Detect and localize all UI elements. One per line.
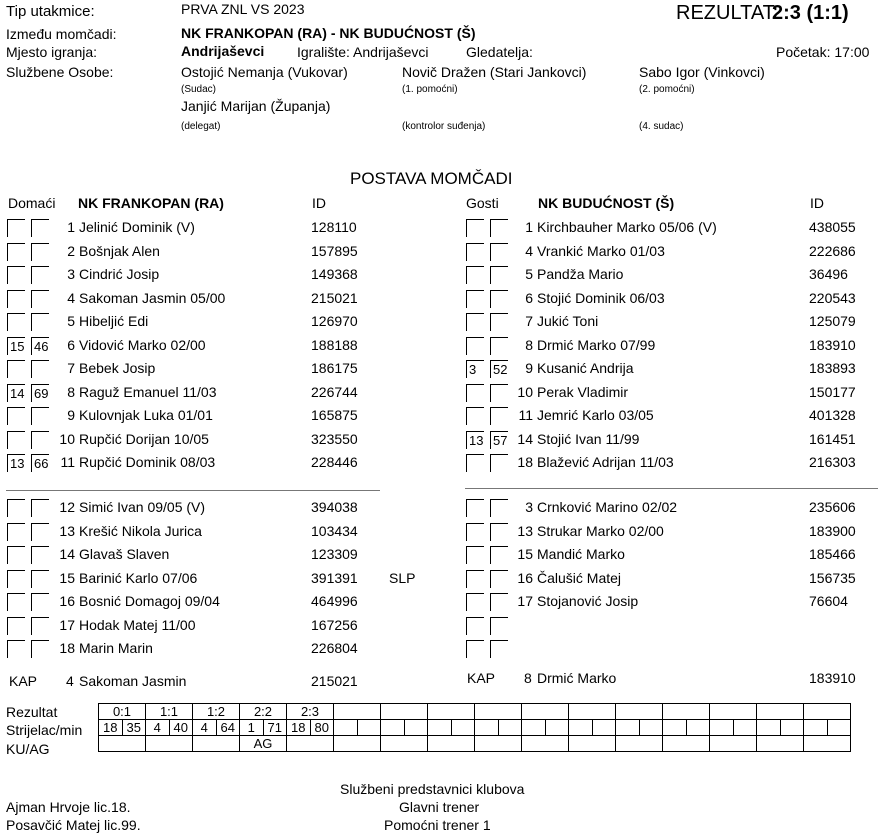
- player-id: 183900: [809, 523, 856, 539]
- player-number: 9: [525, 360, 533, 376]
- sub-in-cell: [7, 407, 25, 425]
- match-type-value: PRVA ZNL VS 2023: [181, 1, 305, 17]
- result-label: REZULTAT:: [676, 2, 779, 24]
- sub-in-cell: [7, 617, 25, 635]
- player-name: Hodak Matej 11/00: [79, 617, 196, 633]
- player-number: 17: [517, 593, 533, 609]
- result-cell: [757, 704, 804, 720]
- sub-in-cell: [466, 243, 484, 261]
- sub-in-cell: [7, 570, 25, 588]
- player-number: 3: [67, 266, 75, 282]
- sub-in-cell: [7, 593, 25, 611]
- official-role: (kontrolor suđenja): [402, 121, 486, 132]
- player-name: Drmić Marko 07/99: [537, 337, 656, 353]
- ku-ag-cell: [146, 736, 193, 752]
- start-time: Početak: 17:00: [776, 44, 870, 60]
- player-note: SLP: [389, 570, 416, 586]
- scorer-minute-cell: [780, 720, 804, 736]
- ku-ag-cell: [522, 736, 569, 752]
- player-id: 149368: [311, 266, 358, 282]
- sub-in-cell: 3: [466, 360, 484, 378]
- sub-minute-cell: [31, 360, 49, 378]
- player-id: 226804: [311, 640, 358, 656]
- player-id: 391391: [311, 570, 358, 586]
- home-rep: Posavčić Matej lic.99.: [6, 817, 141, 833]
- sub-minute-cell: [31, 313, 49, 331]
- scorer-number-cell: [522, 720, 546, 736]
- ku-ag-cell: AG: [240, 736, 287, 752]
- sub-in-cell: [466, 384, 484, 402]
- player-name: Jukić Toni: [537, 313, 599, 329]
- official-role: (4. sudac): [639, 121, 684, 132]
- sub-in-cell: [466, 313, 484, 331]
- result-cell: [334, 704, 381, 720]
- official-name: Janjić Marijan (Županja): [181, 98, 331, 114]
- player-number: 11: [518, 407, 533, 423]
- away-id-header: ID: [810, 195, 824, 211]
- player-id: 188188: [311, 337, 358, 353]
- away-captain-label: KAP: [467, 670, 496, 686]
- result-cell: [710, 704, 757, 720]
- sub-minute-cell: [490, 617, 508, 635]
- result-cell: [663, 704, 710, 720]
- scorer-number-cell: [334, 720, 358, 736]
- ku-ag-cell: [428, 736, 475, 752]
- result-cell: 1:1: [146, 704, 193, 720]
- player-name: Jemrić Karlo 03/05: [537, 407, 654, 423]
- scorer-number-cell: 4: [193, 720, 217, 736]
- player-number: 6: [67, 337, 75, 353]
- ku-ag-cell: [616, 736, 663, 752]
- player-id: 123309: [311, 546, 358, 562]
- ku-ag-cell: [381, 736, 428, 752]
- scorer-minute-cell: [827, 720, 851, 736]
- player-number: 3: [525, 499, 533, 515]
- player-number: 5: [525, 266, 533, 282]
- sub-in-cell: [466, 337, 484, 355]
- player-id: 36496: [809, 266, 848, 282]
- ku-ag-cell: [287, 736, 334, 752]
- player-id: 401328: [809, 407, 856, 423]
- player-number: 1: [525, 219, 533, 235]
- scorer-minute-cell: [451, 720, 475, 736]
- player-id: 185466: [809, 546, 856, 562]
- player-number: 11: [60, 454, 75, 470]
- scorer-minute-cell: 40: [169, 720, 193, 736]
- sub-in-cell: [7, 499, 25, 517]
- lineup-title: POSTAVA MOMČADI: [350, 169, 513, 188]
- result-cell: 2:3: [287, 704, 334, 720]
- sub-minute-cell: [31, 431, 49, 449]
- player-name: Mandić Marko: [537, 546, 625, 562]
- player-name: Vrankić Marko 01/03: [537, 243, 665, 259]
- player-name: Krešić Nikola Jurica: [79, 523, 202, 539]
- sub-minute-cell: [31, 243, 49, 261]
- result-cell: [616, 704, 663, 720]
- away-captain-name: Drmić Marko: [537, 670, 617, 686]
- player-id: 464996: [311, 593, 358, 609]
- scorer-minute-cell: 35: [122, 720, 146, 736]
- sub-in-cell: [466, 454, 484, 472]
- match-type-label: Tip utakmice:: [6, 3, 95, 20]
- sub-in-cell: [466, 617, 484, 635]
- scorer-minute-cell: [733, 720, 757, 736]
- sub-minute-cell: [490, 640, 508, 658]
- result-value: 2:3 (1:1): [772, 2, 849, 24]
- rep-role: Glavni trener: [399, 799, 480, 815]
- player-id: 186175: [311, 360, 358, 376]
- sub-in-cell: [7, 640, 25, 658]
- player-number: 2: [67, 243, 75, 259]
- player-name: Perak Vladimir: [537, 384, 629, 400]
- player-id: 438055: [809, 219, 856, 235]
- scorer-number-cell: 4: [146, 720, 170, 736]
- scorer-number-cell: [569, 720, 593, 736]
- official-role: (delegat): [181, 121, 221, 132]
- sub-in-cell: [7, 290, 25, 308]
- scorer-number-cell: [475, 720, 499, 736]
- result-cell: [428, 704, 475, 720]
- player-id: 156735: [809, 570, 856, 586]
- player-name: Jelinić Dominik (V): [79, 219, 195, 235]
- player-name: Kirchbauher Marko 05/06 (V): [537, 219, 717, 235]
- player-id: 157895: [311, 243, 358, 259]
- scorer-minute-cell: 80: [310, 720, 334, 736]
- score-row-label: Strijelac/min: [6, 722, 83, 738]
- player-name: Bosnić Domagoj 09/04: [79, 593, 220, 609]
- player-number: 4: [67, 290, 75, 306]
- sub-in-cell: 13: [7, 454, 25, 472]
- player-number: 8: [525, 337, 533, 353]
- official-name: Sabo Igor (Vinkovci): [639, 64, 765, 80]
- home-side-label: Domaći: [8, 195, 56, 211]
- player-number: 13: [517, 523, 533, 539]
- player-name: Strukar Marko 02/00: [537, 523, 664, 539]
- ku-ag-cell: [334, 736, 381, 752]
- player-number: 10: [59, 431, 75, 447]
- score-table: [98, 703, 851, 752]
- sub-minute-cell: [31, 640, 49, 658]
- player-number: 5: [67, 313, 75, 329]
- player-id: 226744: [311, 384, 358, 400]
- player-number: 14: [59, 546, 75, 562]
- player-number: 9: [67, 407, 75, 423]
- player-id: 126970: [311, 313, 358, 329]
- result-cell: [804, 704, 851, 720]
- sub-in-cell: [466, 407, 484, 425]
- player-number: 13: [59, 523, 75, 539]
- player-id: 323550: [311, 431, 358, 447]
- player-name: Sakoman Jasmin 05/00: [79, 290, 226, 306]
- sub-minute-cell: [31, 523, 49, 541]
- player-number: 12: [59, 499, 75, 515]
- player-name: Stojić Dominik 06/03: [537, 290, 665, 306]
- sub-in-cell: [466, 593, 484, 611]
- player-number: 6: [525, 290, 533, 306]
- away-team-name: NK BUDUĆNOST (Š): [538, 195, 675, 211]
- result-cell: 1:2: [193, 704, 240, 720]
- away-captain-number: 8: [524, 670, 532, 686]
- home-rep: Ajman Hrvoje lic.18.: [6, 799, 131, 815]
- ku-ag-cell: [710, 736, 757, 752]
- sub-in-cell: 14: [7, 384, 25, 402]
- scorer-number-cell: [663, 720, 687, 736]
- result-cell: [381, 704, 428, 720]
- player-id: 215021: [311, 290, 358, 306]
- scorer-number-cell: 18: [99, 720, 123, 736]
- scorer-minute-cell: 64: [216, 720, 240, 736]
- player-name: Kulovnjak Luka 01/01: [79, 407, 213, 423]
- player-name: Stojić Ivan 11/99: [537, 431, 640, 447]
- ku-ag-cell: [99, 736, 146, 752]
- player-name: Crnković Marino 02/02: [537, 499, 678, 515]
- venue-label: Mjesto igranja:: [6, 44, 98, 60]
- sub-minute-cell: [31, 219, 49, 237]
- player-number: 15: [517, 546, 533, 562]
- sub-in-cell: 15: [7, 337, 25, 355]
- player-number: 7: [67, 360, 75, 376]
- sub-in-cell: [466, 570, 484, 588]
- sub-minute-cell: [31, 290, 49, 308]
- player-name: Čalušić Matej: [537, 570, 622, 586]
- sub-minute-cell: [31, 593, 49, 611]
- player-name: Barinić Karlo 07/06: [79, 570, 198, 586]
- score-row-label: Rezultat: [6, 704, 58, 720]
- sub-minute-cell: [31, 407, 49, 425]
- ku-ag-cell: [569, 736, 616, 752]
- scorer-number-cell: [428, 720, 452, 736]
- player-name: Stojanović Josip: [537, 593, 639, 609]
- sub-in-cell: [7, 313, 25, 331]
- home-captain-label: KAP: [9, 673, 38, 689]
- ground-label: Igralište: Andrijaševci: [297, 44, 429, 60]
- ku-ag-cell: [757, 736, 804, 752]
- scorer-minute-cell: [404, 720, 428, 736]
- sub-minute-cell: [31, 546, 49, 564]
- home-subs-divider: [6, 490, 380, 491]
- official-role: (Sudac): [181, 84, 217, 95]
- player-number: 4: [525, 243, 533, 259]
- player-name: Kusanić Andrija: [537, 360, 634, 376]
- player-id: 222686: [809, 243, 856, 259]
- ku-ag-cell: [804, 736, 851, 752]
- sub-in-cell: [466, 546, 484, 564]
- sub-minute-cell: [31, 617, 49, 635]
- sub-in-cell: [466, 499, 484, 517]
- scorer-number-cell: 18: [287, 720, 311, 736]
- scorer-minute-cell: [686, 720, 710, 736]
- scorer-number-cell: [710, 720, 734, 736]
- player-id: 76604: [809, 593, 848, 609]
- player-id: 165875: [311, 407, 358, 423]
- scorer-minute-cell: [545, 720, 569, 736]
- player-name: Hibeljić Edi: [79, 313, 149, 329]
- reps-title: Službeni predstavnici klubova: [340, 781, 525, 797]
- scorer-minute-cell: [639, 720, 663, 736]
- player-number: 15: [59, 570, 75, 586]
- player-id: 167256: [311, 617, 358, 633]
- ku-ag-cell: [193, 736, 240, 752]
- player-number: 16: [59, 593, 75, 609]
- sub-in-cell: [7, 431, 25, 449]
- away-captain-id: 183910: [809, 670, 856, 686]
- player-number: 10: [517, 384, 533, 400]
- player-number: 18: [59, 640, 75, 656]
- sub-minute-cell: 57: [490, 431, 508, 449]
- official-name: Ostojić Nemanja (Vukovar): [181, 64, 348, 80]
- official-role: (1. pomoćni): [402, 84, 458, 95]
- teams-label: Između momčadi:: [6, 26, 117, 42]
- home-id-header: ID: [312, 195, 326, 211]
- official-name: Novič Dražen (Stari Jankovci): [402, 64, 587, 80]
- sub-minute-cell: 52: [490, 360, 508, 378]
- scorer-number-cell: [381, 720, 405, 736]
- sub-in-cell: 13: [466, 431, 484, 449]
- sub-minute-cell: [31, 499, 49, 517]
- player-name: Bošnjak Alen: [79, 243, 160, 259]
- rep-role: Pomoćni trener 1: [384, 817, 491, 833]
- player-name: Marin Marin: [79, 640, 153, 656]
- sub-in-cell: [7, 243, 25, 261]
- scorer-number-cell: 1: [240, 720, 264, 736]
- player-name: Raguž Emanuel 11/03: [79, 384, 217, 400]
- player-id: 216303: [809, 454, 856, 470]
- player-number: 8: [67, 384, 75, 400]
- scorer-number-cell: [804, 720, 828, 736]
- player-id: 128110: [311, 219, 357, 235]
- player-id: 125079: [809, 313, 856, 329]
- scorer-number-cell: [616, 720, 640, 736]
- home-captain-number: 4: [66, 673, 74, 689]
- sub-in-cell: [7, 219, 25, 237]
- sub-in-cell: [7, 546, 25, 564]
- sub-minute-cell: 46: [31, 337, 49, 355]
- home-team-name: NK FRANKOPAN (RA): [78, 195, 224, 211]
- sub-in-cell: [466, 266, 484, 284]
- player-name: Rupčić Dorijan 10/05: [79, 431, 209, 447]
- result-cell: 2:2: [240, 704, 287, 720]
- result-cell: [569, 704, 616, 720]
- player-number: 17: [59, 617, 75, 633]
- player-number: 1: [67, 219, 75, 235]
- player-number: 18: [517, 454, 533, 470]
- player-name: Simić Ivan 09/05 (V): [79, 499, 206, 515]
- player-id: 228446: [311, 454, 358, 470]
- player-name: Vidović Marko 02/00: [79, 337, 206, 353]
- result-cell: 0:1: [99, 704, 146, 720]
- spectators-label: Gledatelja:: [466, 44, 533, 60]
- sub-minute-cell: 69: [31, 384, 49, 402]
- player-id: 183910: [809, 337, 856, 353]
- player-name: Cindrić Josip: [79, 266, 160, 282]
- scorer-minute-cell: [498, 720, 522, 736]
- venue-value: Andrijaševci: [181, 43, 265, 59]
- away-subs-divider: [465, 488, 878, 489]
- player-id: 394038: [311, 499, 358, 515]
- player-number: 16: [517, 570, 533, 586]
- player-name: Rupčić Dominik 08/03: [79, 454, 216, 470]
- player-name: Blažević Adrijan 11/03: [537, 454, 674, 470]
- player-id: 220543: [809, 290, 856, 306]
- sub-in-cell: [466, 290, 484, 308]
- player-id: 161451: [809, 431, 856, 447]
- teams-value: NK FRANKOPAN (RA) - NK BUDUĆNOST (Š): [181, 25, 476, 41]
- player-id: 150177: [809, 384, 856, 400]
- home-captain-id: 215021: [311, 673, 358, 689]
- home-captain-name: Sakoman Jasmin: [79, 673, 187, 689]
- official-role: (2. pomoćni): [639, 84, 695, 95]
- sub-in-cell: [7, 266, 25, 284]
- player-number: 7: [525, 313, 533, 329]
- sub-minute-cell: 66: [31, 454, 49, 472]
- sub-minute-cell: [31, 570, 49, 588]
- player-id: 103434: [311, 523, 358, 539]
- sub-in-cell: [466, 219, 484, 237]
- sub-in-cell: [7, 523, 25, 541]
- player-name: Bebek Josip: [79, 360, 156, 376]
- player-number: 14: [517, 431, 533, 447]
- sub-in-cell: [466, 640, 484, 658]
- scorer-number-cell: [757, 720, 781, 736]
- score-row-label: KU/AG: [6, 741, 50, 757]
- scorer-minute-cell: [592, 720, 616, 736]
- scorer-minute-cell: 71: [263, 720, 287, 736]
- player-name: Pandža Mario: [537, 266, 624, 282]
- player-id: 183893: [809, 360, 856, 376]
- officials-label: Službene Osobe:: [6, 64, 114, 80]
- sub-minute-cell: [31, 266, 49, 284]
- away-side-label: Gosti: [466, 195, 499, 211]
- result-cell: [522, 704, 569, 720]
- player-id: 235606: [809, 499, 856, 515]
- ku-ag-cell: [663, 736, 710, 752]
- sub-in-cell: [7, 360, 25, 378]
- scorer-minute-cell: [357, 720, 381, 736]
- ku-ag-cell: [475, 736, 522, 752]
- player-name: Glavaš Slaven: [79, 546, 170, 562]
- result-cell: [475, 704, 522, 720]
- sub-in-cell: [466, 523, 484, 541]
